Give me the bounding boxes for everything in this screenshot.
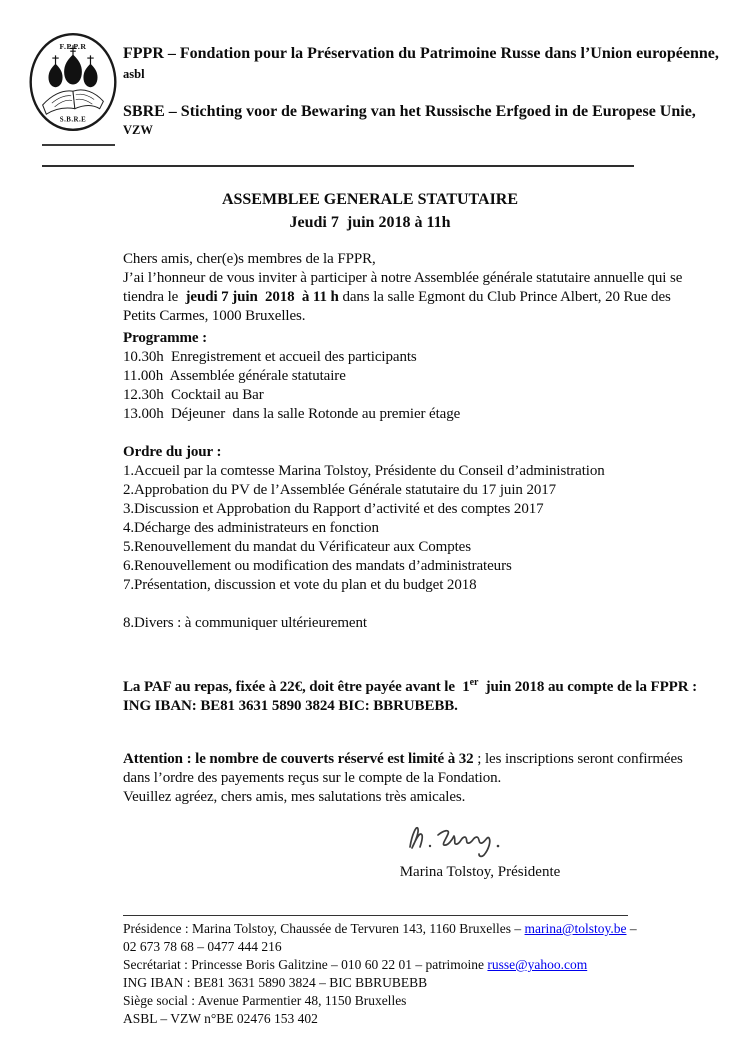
signatory-name: Marina Tolstoy, Présidente [399, 864, 561, 880]
intro-paragraph [123, 269, 697, 326]
programme-section [123, 329, 697, 424]
payment-text-pre: La PAF au repas, fixée à 22€, doit être payée avant le 1 [123, 679, 470, 695]
footer-secretariat-text: Secrétariat : Princesse Boris Galitzine – 010 60 22 01 – patrimoine [123, 957, 488, 972]
agenda-item: 3.Discussion et Approbation du Rapport d’activité et des comptes 2017 [123, 501, 544, 517]
intro-text-pre: J’ai l’honneur de vous inviter à participer à notre Assemblée générale statutaire annuelle qui se tiendra le [123, 270, 686, 305]
agenda-item-divers: 8.Divers : à communiquer ultérieurement [123, 615, 367, 631]
org-name-fppr: FPPR – Fondation pour la Préservation du Patrimoine Russe dans l’Union européenne, [123, 45, 719, 62]
agenda-heading: Ordre du jour : [123, 444, 222, 460]
attention-paragraph [123, 750, 697, 788]
agenda-item: 5.Renouvellement du mandat du Vérificateur aux Comptes [123, 539, 471, 555]
attention-section [123, 750, 697, 807]
agenda-section [123, 443, 697, 595]
footer-presidence-text: Présidence : Marina Tolstoy, Chaussée de Tervuren 143, 1160 Bruxelles – [123, 921, 525, 936]
agenda-item: 7.Présentation, discussion et vote du plan et du budget 2018 [123, 577, 477, 593]
org-name-sbre [123, 103, 723, 139]
agenda-item: 6.Renouvellement ou modification des mandats d’administrateurs [123, 558, 512, 574]
agenda-item: 2.Approbation du PV de l’Assemblée Générale statutaire du 17 juin 2017 [123, 482, 557, 498]
salutation-line: Chers amis, cher(e)s membres de la FPPR, [123, 251, 376, 267]
footer-rule [123, 915, 628, 916]
programme-heading: Programme : [123, 330, 208, 346]
payment-notice [123, 677, 708, 716]
document-title: ASSEMBLEE GENERALE STATUTAIRE [221, 191, 519, 208]
footer-presidence-tail: – [626, 921, 637, 936]
signature-image [402, 816, 520, 862]
header-short-rule [42, 144, 115, 146]
logo-top-text: F.P.P.R [59, 41, 87, 51]
intro-date-bold: jeudi 7 juin 2018 à 11 h [185, 289, 343, 305]
footer-iban-line: ING IBAN : BE81 3631 5890 3824 – BIC BBRUBEBB [123, 975, 428, 990]
payment-text-post: juin 2018 au compte de la FPPR : ING IBAN: BE81 3631 5890 3824 BIC: BBRUBEBB. [123, 679, 708, 714]
attention-bold: Attention : le nombre de couverts réservé est limité à 32 [123, 751, 474, 767]
fppr-sbre-logo [27, 31, 119, 133]
org-name-fppr-suffix: asbl [123, 67, 145, 81]
document-subtitle: Jeudi 7 juin 2018 à 11h [289, 214, 451, 231]
agenda-item: 1.Accueil par la comtesse Marina Tolstoy, Présidente du Conseil d’administration [123, 463, 605, 479]
programme-item: 11.00h Assemblée générale statutaire [123, 368, 346, 384]
programme-item: 10.30h Enregistrement et accueil des participants [123, 349, 417, 365]
programme-item: 13.00h Déjeuner dans la salle Rotonde au premier étage [123, 406, 461, 422]
footer-registration-line: ASBL – VZW n°BE 02476 153 402 [123, 1011, 318, 1026]
footer-presidence-line [123, 920, 713, 938]
footer-block [123, 920, 713, 1028]
programme-item: 12.30h Cocktail au Bar [123, 387, 264, 403]
secretariat-email-link[interactable]: russe@yahoo.com [487, 957, 588, 972]
agenda-item: 4.Décharge des administrateurs en fonction [123, 520, 379, 536]
intro-section [123, 250, 697, 326]
footer-address-line: Siège social : Avenue Parmentier 48, 1150 Bruxelles [123, 993, 407, 1008]
org-name-sbre-suffix: VZW [123, 123, 153, 137]
closing-line: Veuillez agréez, chers amis, mes salutations très amicales. [123, 789, 466, 805]
attention-rest: ; les inscriptions seront confirmées dans l’ordre des payements reçus sur le compte de la Fondation. [123, 751, 687, 786]
intro-text-post: dans la salle Egmont du Club Prince Albert, 20 Rue des Petits Carmes, 1000 Bruxelles. [123, 289, 675, 324]
logo-bottom-text: S.B.R.E [59, 116, 87, 124]
org-name-sbre-main: SBRE – Stichting voor de Bewaring van het Russische Erfgoed in de Europese Unie, [123, 103, 696, 120]
footer-secretariat-line [123, 956, 713, 974]
presidence-email-link[interactable]: marina@tolstoy.be [524, 921, 627, 936]
footer-phones-line: 02 673 78 68 – 0477 444 216 [123, 939, 282, 954]
payment-ordinal-sup: er [469, 677, 479, 688]
header-long-rule [42, 165, 634, 167]
